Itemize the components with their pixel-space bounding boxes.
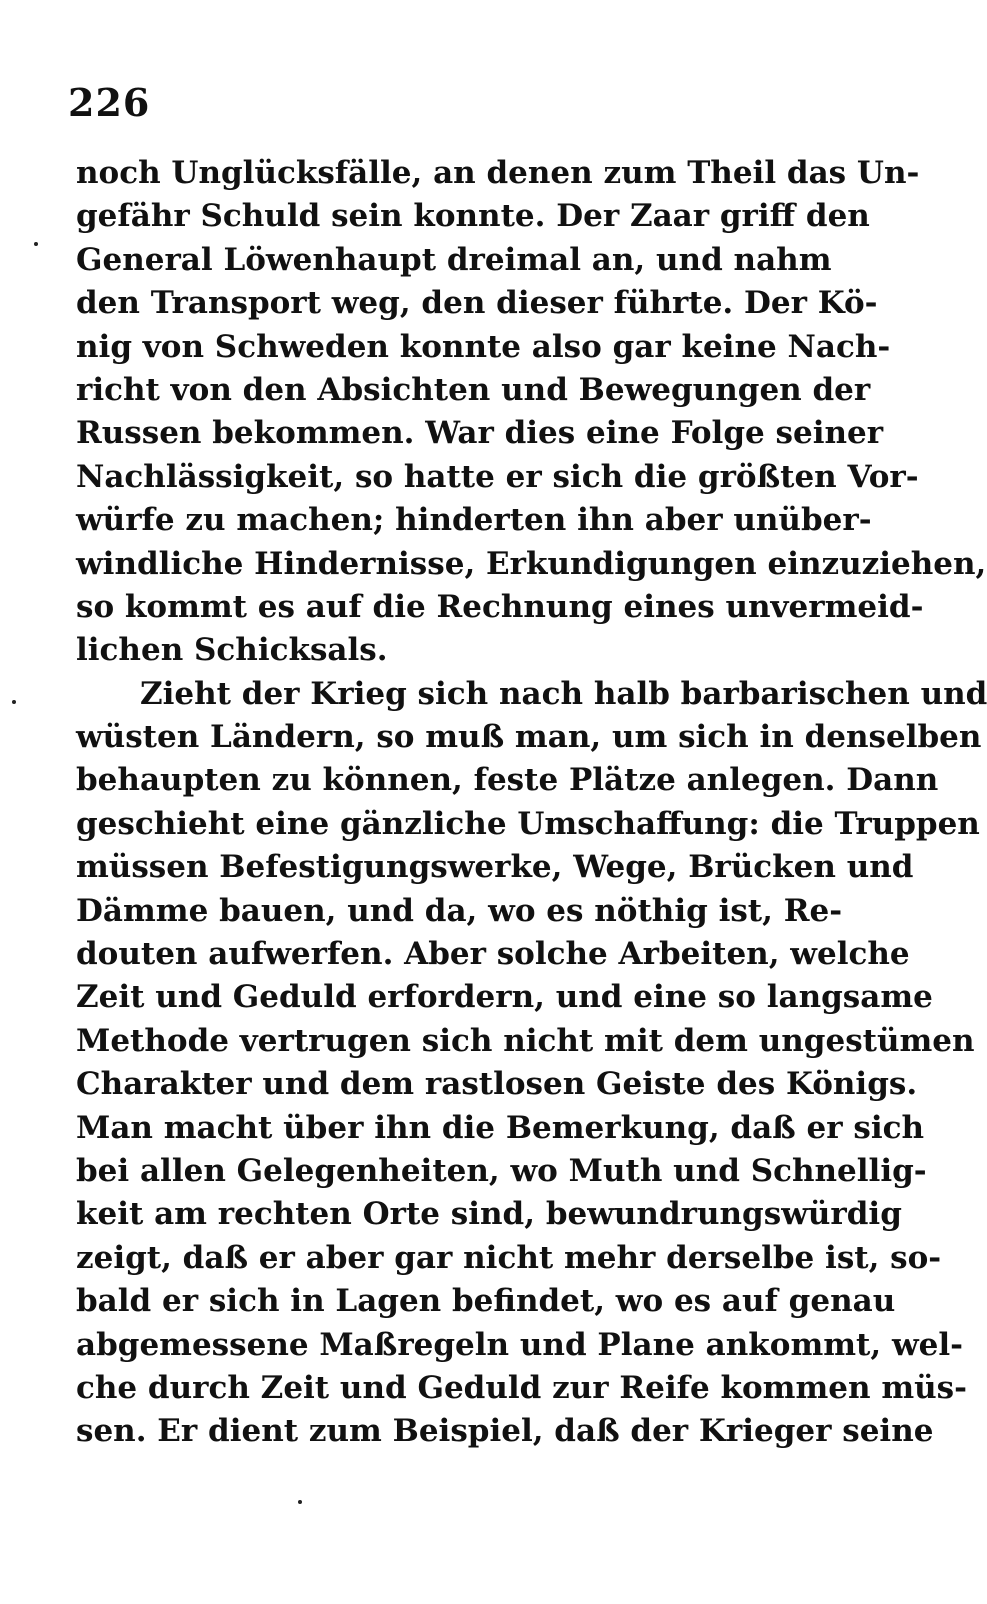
- text-line: bald er sich in Lagen befindet, wo es auf genau: [76, 1283, 896, 1320]
- text-line: bei allen Gelegenheiten, wo Muth und Schnellig-: [76, 1152, 927, 1189]
- text-line: keit am rechten Orte sind, bewundrungswürdig: [76, 1196, 902, 1233]
- text-line: Russen bekommen. War dies eine Folge seiner: [76, 415, 884, 452]
- text-line: General Löwenhaupt dreimal an, und nahm: [76, 241, 832, 278]
- text-line: windliche Hindernisse, Erkundigungen einzuziehen,: [76, 545, 987, 582]
- text-line: wüsten Ländern, so muß man, um sich in denselben: [76, 719, 982, 756]
- text-line: noch Unglücksfälle, an denen zum Theil das Un-: [76, 155, 920, 191]
- text-line: Nachlässigkeit, so hatte er sich die größten Vor-: [76, 458, 919, 495]
- print-speck: [34, 242, 38, 246]
- text-line: behaupten zu können, feste Plätze anlegen. Dann: [76, 762, 939, 799]
- text-line: Charakter und dem rastlosen Geiste des Königs.: [76, 1066, 918, 1103]
- text-line: abgemessene Maßregeln und Plane ankommt, wel-: [76, 1326, 963, 1363]
- text-line: müssen Befestigungswerke, Wege, Brücken und: [76, 849, 914, 886]
- text-line: Man macht über ihn die Bemerkung, daß er sich: [76, 1109, 925, 1146]
- text-line: douten aufwerfen. Aber solche Arbeiten, welche: [76, 936, 910, 973]
- text-line: Dämme bauen, und da, wo es nöthig ist, Re-: [76, 892, 843, 929]
- paragraph-start-line: Zieht der Krieg sich nach halb barbarischen und: [140, 675, 987, 712]
- text-line: würfe zu machen; hinderten ihn aber unüber-: [76, 502, 872, 539]
- body-text: [76, 152, 987, 1454]
- text-line: sen. Er dient zum Beispiel, daß der Krieger seine: [76, 1413, 934, 1450]
- print-speck: [12, 700, 16, 704]
- text-line: che durch Zeit und Geduld zur Reife kommen müs-: [76, 1369, 967, 1406]
- text-line: gefähr Schuld sein konnte. Der Zaar griff den: [76, 198, 870, 235]
- paragraph-end-line: lichen Schicksals.: [76, 632, 388, 669]
- text-line: Zeit und Geduld erfordern, und eine so langsame: [76, 979, 933, 1016]
- text-line: so kommt es auf die Rechnung eines unvermeid-: [76, 588, 924, 625]
- text-line: nig von Schweden konnte also gar keine Nach-: [76, 328, 891, 365]
- text-line: geschieht eine gänzliche Umschaffung: die Truppen: [76, 805, 980, 842]
- text-line: Methode vertrugen sich nicht mit dem ungestümen: [76, 1022, 975, 1059]
- text-line: richt von den Absichten und Bewegungen der: [76, 371, 871, 408]
- print-speck: [298, 1500, 302, 1504]
- page-number: 226: [68, 80, 151, 125]
- text-line: den Transport weg, den dieser führte. Der Kö-: [76, 285, 878, 322]
- text-line: zeigt, daß er aber gar nicht mehr derselbe ist, so-: [76, 1239, 942, 1276]
